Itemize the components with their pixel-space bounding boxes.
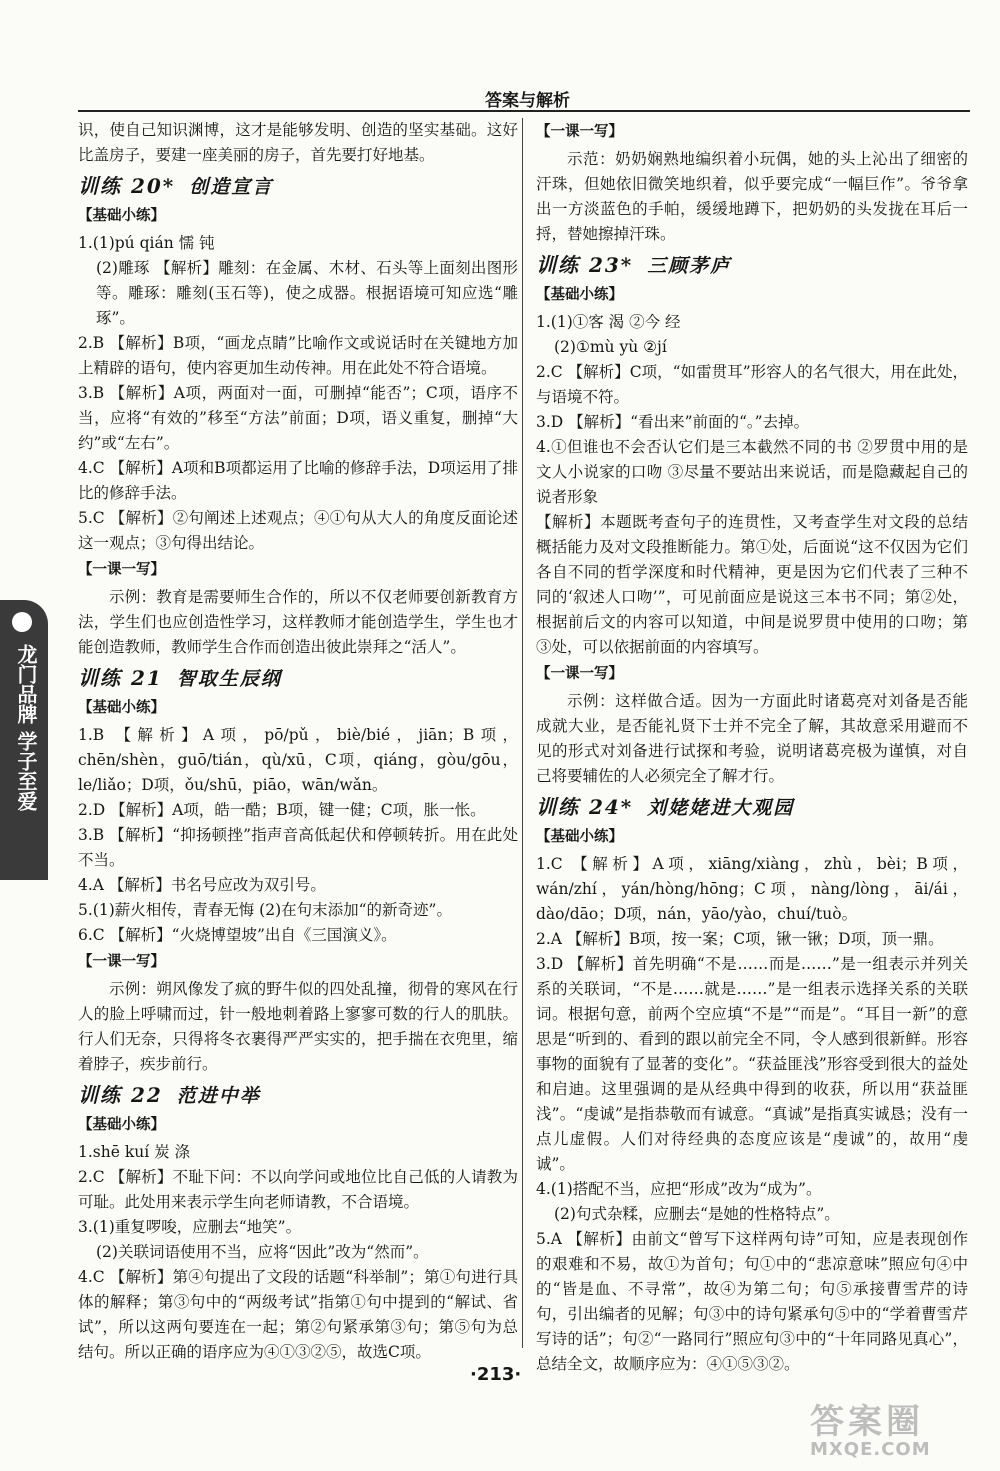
text-paragraph: (2)关联词语使用不当，应将“因此”改为“然而”。 (96, 1243, 429, 1261)
column-divider (522, 118, 523, 1348)
section-label: 【基础小练】 (78, 700, 165, 716)
lesson-title: 智取生辰纲 (176, 668, 282, 690)
text-paragraph: (2)句式杂糅，应删去“是她的性格特点”。 (554, 1205, 840, 1223)
lesson-heading (78, 174, 518, 200)
lesson-number: 训练 23* (536, 253, 634, 277)
spine-text: 龙门品牌 学子至爱 (14, 644, 38, 811)
section-label: 【一课一写】 (78, 954, 165, 970)
lesson-title: 创造宣言 (189, 176, 274, 198)
text-paragraph: 2.D 【解析】A项，皓一酷；B项，键一健；C项，胀一怅。 (78, 801, 486, 819)
text-paragraph: 2.C 【解析】不耻下问：不以向学问或地位比自己低的人请教为可耻。此处用来表示学生向老师请教，不合语境。 (78, 1168, 518, 1211)
text-paragraph: 示例：朔风像发了疯的野牛似的四处乱撞，彻骨的寒风在行人的脸上呼啸而过，针一般地刺着路上寥寥可数的行人的肌肤。行人们无奈，只得将冬衣裹得严严实实的，把手揣在衣兜里，缩着脖子，疾步前行。 (78, 980, 518, 1073)
text-paragraph: 3.B 【解析】A项，两面对一面，可删掉“能否”；C项，语序不当，应将“有效的”移至“方法”前面；D项，语义重复，删掉“大约”或“左右”。 (78, 384, 518, 452)
lesson-number: 训练 22 (78, 1083, 163, 1107)
text-paragraph: 5.(1)薪火相传，青春无悔 (2)在句末添加“的新奇迹”。 (78, 901, 452, 919)
left-column (78, 118, 518, 1365)
text-paragraph: 3.D 【解析】“看出来”前面的“。”去掉。 (536, 413, 810, 431)
lesson-title: 三顾茅庐 (647, 255, 732, 277)
text-paragraph: 3.D 【解析】首先明确“不是……而是……”是一组表示并列关系的关联词，“不是……就是……”是一组表示选择关系的关联词。根据句意，前两个空应填“不是”“而是”。“耳目一新”的意思是“听到的、看到的跟以前完全不同，令人感到很新鲜。形容事物的面貌有了显著的变化”。“获益匪浅”形容受到很大的益处和启迪。这里强调的是从经典中得到的收获，所以用“获益匪浅”。“虔诚”是指恭敬而有诚意。“真诚”是指真实诚恳；没有一点儿虚假。人们对待经典的态度应该是“虔诚”的，故用“虔诚”。 (536, 955, 968, 1173)
text-paragraph: 示例：这样做合适。因为一方面此时诸葛亮对刘备是否能成就大业，是否能礼贤下士并不完全了解，其故意采用避而不见的形式对刘备进行试探和考验，说明诸葛亮极为谨慎，对自己将要辅佐的人必须完全了解才行。 (536, 692, 968, 785)
text-paragraph: (2)雕琢 【解析】雕刻：在金属、木材、石头等上面刻出图形等。雕琢：雕刻(玉石等)，使之成器。根据语境可知应选“雕琢”。 (96, 259, 518, 327)
text-paragraph: 示例：教育是需要师生合作的，所以不仅老师要创新教育方法，学生们也应创造性学习，这样教师才能创造学生，学生也才能创造教师，教师学生合作而创造出彼此崇拜之“活人”。 (78, 588, 518, 656)
lesson-heading (536, 253, 968, 279)
section-label: 【基础小练】 (536, 829, 623, 845)
watermark-bottom: MXQE.COM (810, 1439, 931, 1460)
lesson-title: 刘姥姥进大观园 (647, 797, 795, 819)
page-header (78, 84, 970, 112)
section-label: 【基础小练】 (78, 1117, 165, 1133)
lesson-number: 训练 20* (78, 174, 176, 198)
watermark-top: 答案圈 (810, 1402, 924, 1442)
text-paragraph: (2)①mù yù ②jí (554, 338, 667, 356)
section-label: 【一课一写】 (78, 562, 165, 578)
lesson-number: 训练 24* (536, 795, 634, 819)
section-label: 【基础小练】 (78, 208, 165, 224)
header-title: 答案与解析 (485, 91, 570, 111)
spine-tab (0, 600, 48, 880)
text-paragraph: 【解析】本题既考查句子的连贯性，又考查学生对文段的总结概括能力及对文段推断能力。第①处，后面说“这不仅因为它们各自不同的哲学深度和时代精神，更是因为它们代表了三种不同的‘叙述人口吻’”，可见前面应是说这三本书不同；第②处，根据前后文的内容可以知道，中间是说罗贯中使用的口吻；第③处，可以依据前面的内容填写。 (536, 513, 968, 656)
text-paragraph: 5.A 【解析】由前文“曾写下这样两句诗”可知，应是表现创作的艰难和不易，故①为首句；句①中的“悲凉意味”照应句④中的“皆是血、不寻常”，故④为第二句；句⑤承接曹雪芹的诗句，引出编者的见解；句③中的诗句紧承句⑤中的“学着曹雪芹写诗的话”；句②“一路同行”照应句③中的“十年同路见真心”，总结全文，故顺序应为：④①⑤③②。 (536, 1230, 968, 1373)
text-paragraph: 4.(1)搭配不当，应把“形成”改为“成为”。 (536, 1180, 822, 1198)
text-paragraph: 识，使自己知识渊博，这才是能够发明、创造的坚实基础。这好比盖房子，要建一座美丽的房子，首先要打好地基。 (78, 121, 518, 164)
text-paragraph: 3.B 【解析】“抑扬顿挫”指声音高低起伏和停顿转折。用在此处不当。 (78, 826, 518, 869)
text-paragraph: 4.A 【解析】书名号应改为双引号。 (78, 876, 326, 894)
text-paragraph: 4.C 【解析】第④句提出了文段的话题“科举制”；第①句进行具体的解释；第③句中的“两级考试”指第①句中提到的“解试、省试”，所以这两句要连在一起；第②句紧承第③句；第⑤句为总结句。所以正确的语序应为④①③②⑤，故选C项。 (78, 1268, 518, 1361)
text-paragraph: 2.C 【解析】C项，“如雷贯耳”形容人的名气很大，用在此处，与语境不符。 (536, 363, 968, 406)
right-column (536, 118, 968, 1377)
section-label: 【基础小练】 (536, 287, 623, 303)
watermark-logo (810, 1404, 980, 1464)
lesson-heading (536, 795, 968, 821)
text-paragraph: 4.①但谁也不会否认它们是三本截然不同的书 ②罗贯中用的是文人小说家的口吻 ③尽量不要站出来说话，而是隐藏起自己的说者形象 (536, 438, 968, 506)
section-label: 【一课一写】 (536, 124, 623, 140)
text-paragraph: 示范：奶奶娴熟地编织着小玩偶，她的头上沁出了细密的汗珠，但她依旧微笑地织着，似乎要完成“一幅巨作”。爷爷拿出一方淡蓝色的手帕，缓缓地蹲下，把奶奶的头发拢在耳后一捋，替她擦掉汗珠。 (536, 150, 968, 243)
lesson-heading (78, 666, 518, 692)
text-paragraph: 6.C 【解析】“火烧博望坡”出自《三国演义》。 (78, 926, 397, 944)
lesson-number: 训练 21 (78, 666, 163, 690)
text-paragraph: 1.B 【解析】A项，pō/pǔ，biè/bié，jiān；B项，chēn/shèn，guō/tián，qù/xū，C项，qiáng，gòu/gōu，le/liǎo；D项，ǒu/shū，piāo，wān/wǎn。 (78, 726, 518, 794)
page-number: ·213· (470, 1364, 522, 1385)
text-paragraph: 2.B 【解析】B项，“画龙点睛”比喻作文或说话时在关键地方加上精辟的语句，使内容更加生动传神。用在此处不符合语境。 (78, 334, 518, 377)
text-paragraph: 5.C 【解析】②句阐述上述观点；④①句从大人的角度反面论述这一观点；③句得出结论。 (78, 509, 518, 552)
lesson-title: 范进中举 (176, 1085, 261, 1107)
spine-dot-icon (12, 612, 32, 632)
lesson-heading (78, 1083, 518, 1109)
text-paragraph: 1.C 【解析】A项，xiāng/xiàng，zhù，bèi；B项，wán/zhí，yán/hòng/hōng；C项，nàng/lòng，āi/ái，dào/dāo；D项，nán，yāo/yào，chuí/tuò。 (536, 855, 968, 923)
text-paragraph: 1.(1)pú qián 懦 钝 (78, 234, 215, 252)
text-paragraph: 1.shē kuí 炭 涤 (78, 1143, 191, 1161)
text-paragraph: 2.A 【解析】B项，按一案；C项，锹一锹；D项，顶一鼎。 (536, 930, 944, 948)
section-label: 【一课一写】 (536, 666, 623, 682)
text-paragraph: 3.(1)重复啰唆，应删去“地笑”。 (78, 1218, 302, 1236)
text-paragraph: 4.C 【解析】A项和B项都运用了比喻的修辞手法，D项运用了排比的修辞手法。 (78, 459, 518, 502)
text-paragraph: 1.(1)①客 渴 ②今 经 (536, 313, 681, 331)
